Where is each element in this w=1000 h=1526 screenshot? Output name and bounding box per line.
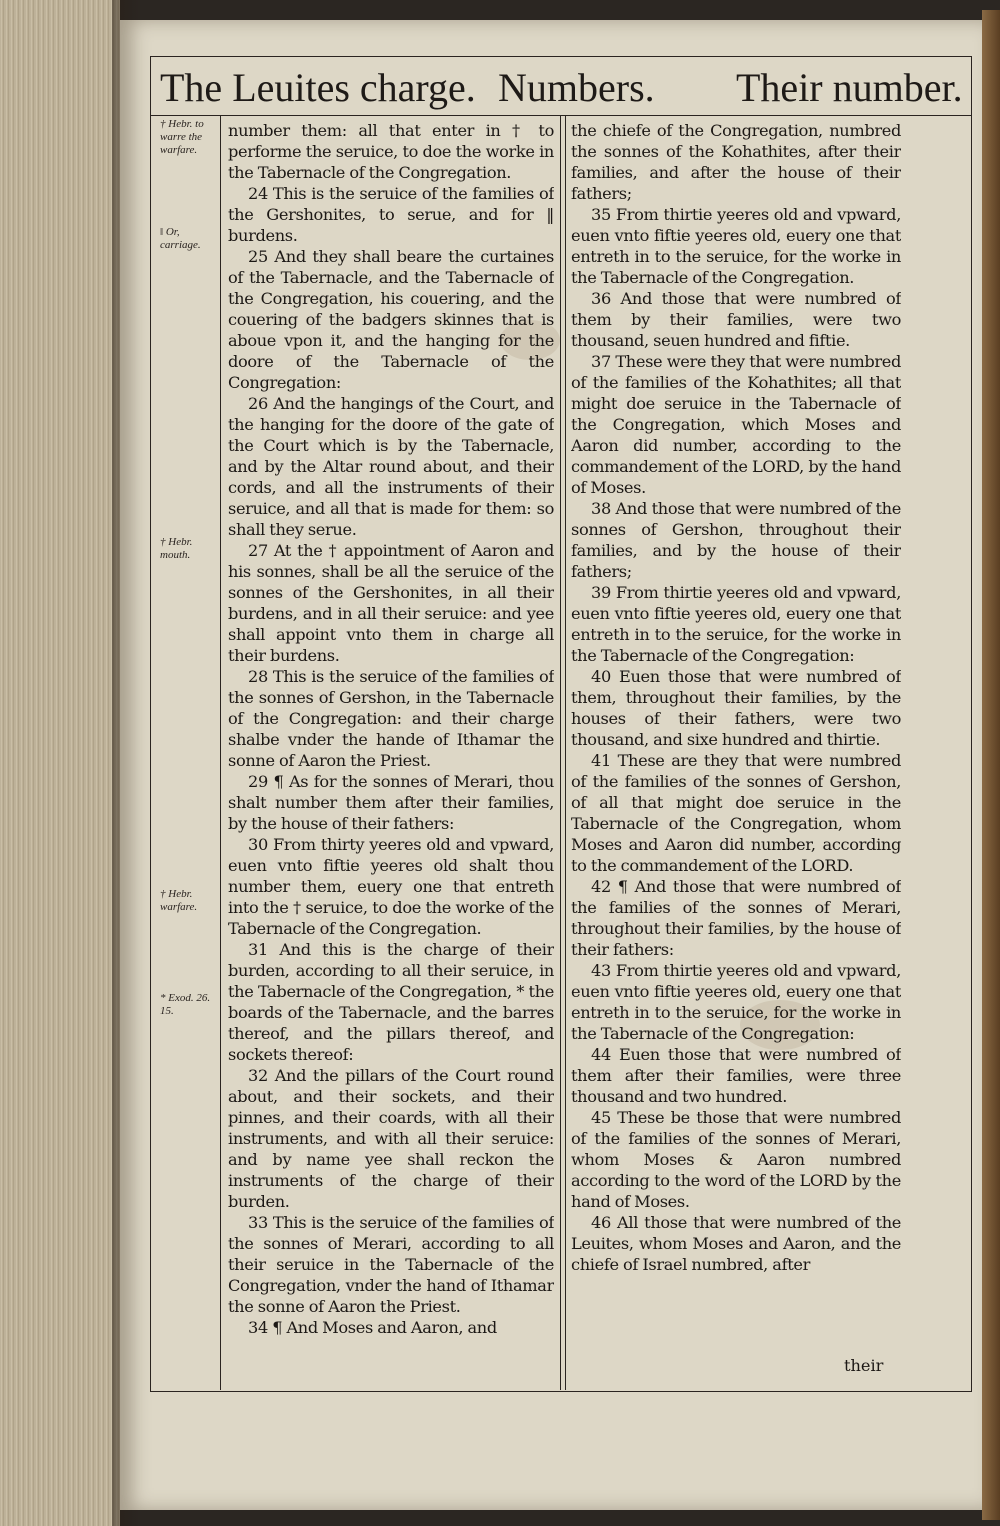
book-cover-edge: [982, 10, 1000, 1520]
verse: 44 Euen those that were numbred of them after their families, were three thousand and two hundred.: [571, 1045, 901, 1106]
catchword: their: [844, 1356, 884, 1375]
verse: 40 Euen those that were numbred of them, throughout their families, by the houses of their fathers, were two thousand, and sixe hundred and thirtie.: [571, 667, 901, 749]
verse: 39 From thirtie yeeres old and vpward, euen vnto fiftie yeeres old, euery one that entreth in to the seruice, for the worke in the Tabernacle of the Congregation:: [571, 583, 901, 665]
verse: 38 And those that were numbred of the sonnes of Gershon, throughout their families, and by the house of their fathers;: [571, 499, 901, 581]
verse: 31 And this is the charge of their burden, according to all their seruice, in the Tabernacle of the Congregation, * the boards of the Tabernacle, and the barres thereof, and the pillars thereof, and sockets thereof:: [228, 940, 554, 1064]
column-rule: [565, 116, 566, 1390]
verse: 26 And the hangings of the Court, and the hanging for the doore of the gate of the Court which is by the Tabernacle, and by the Altar round about, and their cords, and all the instruments of their seruice, and all that is made for them: so shall they serue.: [228, 394, 554, 539]
verse: the chiefe of the Congregation, numbred the sonnes of the Kohathites, after their families, and after the house of their fathers;: [571, 121, 901, 203]
book-page-edges: [0, 0, 120, 1526]
column-rule: [560, 116, 561, 1390]
verse: 35 From thirtie yeeres old and vpward, euen vnto fiftie yeeres old, euery one that entreth in to the seruice, for the worke in the Tabernacle of the Congregation.: [571, 205, 901, 287]
verse: 30 From thirty yeeres old and vpward, euen vnto fiftie yeeres old shalt thou number them, euery one that entreth into the † seruice, to doe the worke of the Tabernacle of the Congregation.: [228, 835, 554, 938]
verse: 24 This is the seruice of the families of the Gershonites, to serue, and for ‖ burdens.: [228, 184, 554, 245]
verse: 37 These were they that were numbred of the families of the Kohathites; all that might doe seruice in the Tabernacle of the Congregation, which Moses and Aaron did number, according to the commandement of the LORD, by the hand of Moses.: [571, 352, 901, 497]
book-page: [120, 20, 982, 1510]
margin-note: † Hebr. mouth.: [160, 536, 193, 561]
verse: 29 ¶ As for the sonnes of Merari, thou shalt number them after their families, by the house of their fathers:: [228, 772, 554, 833]
running-head-center: Numbers.: [498, 65, 655, 110]
right-column: [571, 120, 901, 1388]
margin-notes: [156, 116, 220, 1386]
verse: 32 And the pillars of the Court round about, and their sockets, and their pinnes, and their coards, with all their instruments, and with all their seruice: and by name yee shall reckon the instruments of the charge of their burden.: [228, 1066, 554, 1211]
margin-rule: [220, 116, 221, 1390]
verse: 34 ¶ And Moses and Aaron, and: [248, 1318, 497, 1337]
margin-note: † Hebr. warfare.: [160, 888, 198, 913]
verse: number them: all that enter in † to performe the seruice, to doe the worke in the Tabernacle of the Congregation.: [228, 121, 554, 182]
verse: 46 All those that were numbred of the Leuites, whom Moses and Aaron, and the chiefe of Israel numbred, after: [571, 1213, 901, 1274]
left-column: [228, 120, 554, 1388]
verse: 45 These be those that were numbred of the families of the sonnes of Merari, whom Moses & Aaron numbred according to the word of the LORD by the hand of Moses.: [571, 1108, 901, 1211]
running-head-left: The Leuites charge.: [160, 65, 476, 110]
margin-note: * Exod. 26. 15.: [160, 992, 211, 1017]
verse: 41 These are they that were numbred of the families of the sonnes of Gershon, of all that might doe seruice in the Tabernacle of the Congregation, whom Moses and Aaron did number, according to the commandement of the LORD.: [571, 751, 901, 875]
verse: 33 This is the seruice of the families of the sonnes of Merari, according to all their seruice in the Tabernacle of the Congregation, vnder the hand of Ithamar the sonne of Aaron the Priest.: [228, 1213, 554, 1316]
running-head-right: Their number.: [736, 65, 963, 110]
verse: 43 From thirtie yeeres old and vpward, euen vnto fiftie yeeres old, euery one that entreth in to the seruice, for the worke in the Tabernacle of the Congregation:: [571, 961, 901, 1043]
margin-note: ‖ Or, carriage.: [160, 226, 201, 251]
margin-note: † Hebr. to warre the warfare.: [160, 118, 204, 156]
verse: 36 And those that were numbred of them by their families, were two thousand, seuen hundred and fiftie.: [571, 289, 901, 350]
verse: 27 At the † appointment of Aaron and his sonnes, shall be all the seruice of the sonnes of the Gershonites, in all their burdens, and in all their seruice: and yee shall appoint vnto them in charge all their burdens.: [228, 541, 554, 665]
verse: 42 ¶ And those that were numbred of the families of the sonnes of Merari, throughout their families, by the house of their fathers:: [571, 877, 901, 959]
verse: 28 This is the seruice of the families of the sonnes of Gershon, in the Tabernacle of the Congregation: and their charge shalbe vnder the hande of Ithamar the sonne of Aaron the Priest.: [228, 667, 554, 770]
verse: 25 And they shall beare the curtaines of the Tabernacle, and the Tabernacle of the Congregation, his couering, and the couering of the badgers skinnes that is aboue vpon it, and the hanging for the doore of the Tabernacle of the Congregation:: [228, 247, 554, 392]
